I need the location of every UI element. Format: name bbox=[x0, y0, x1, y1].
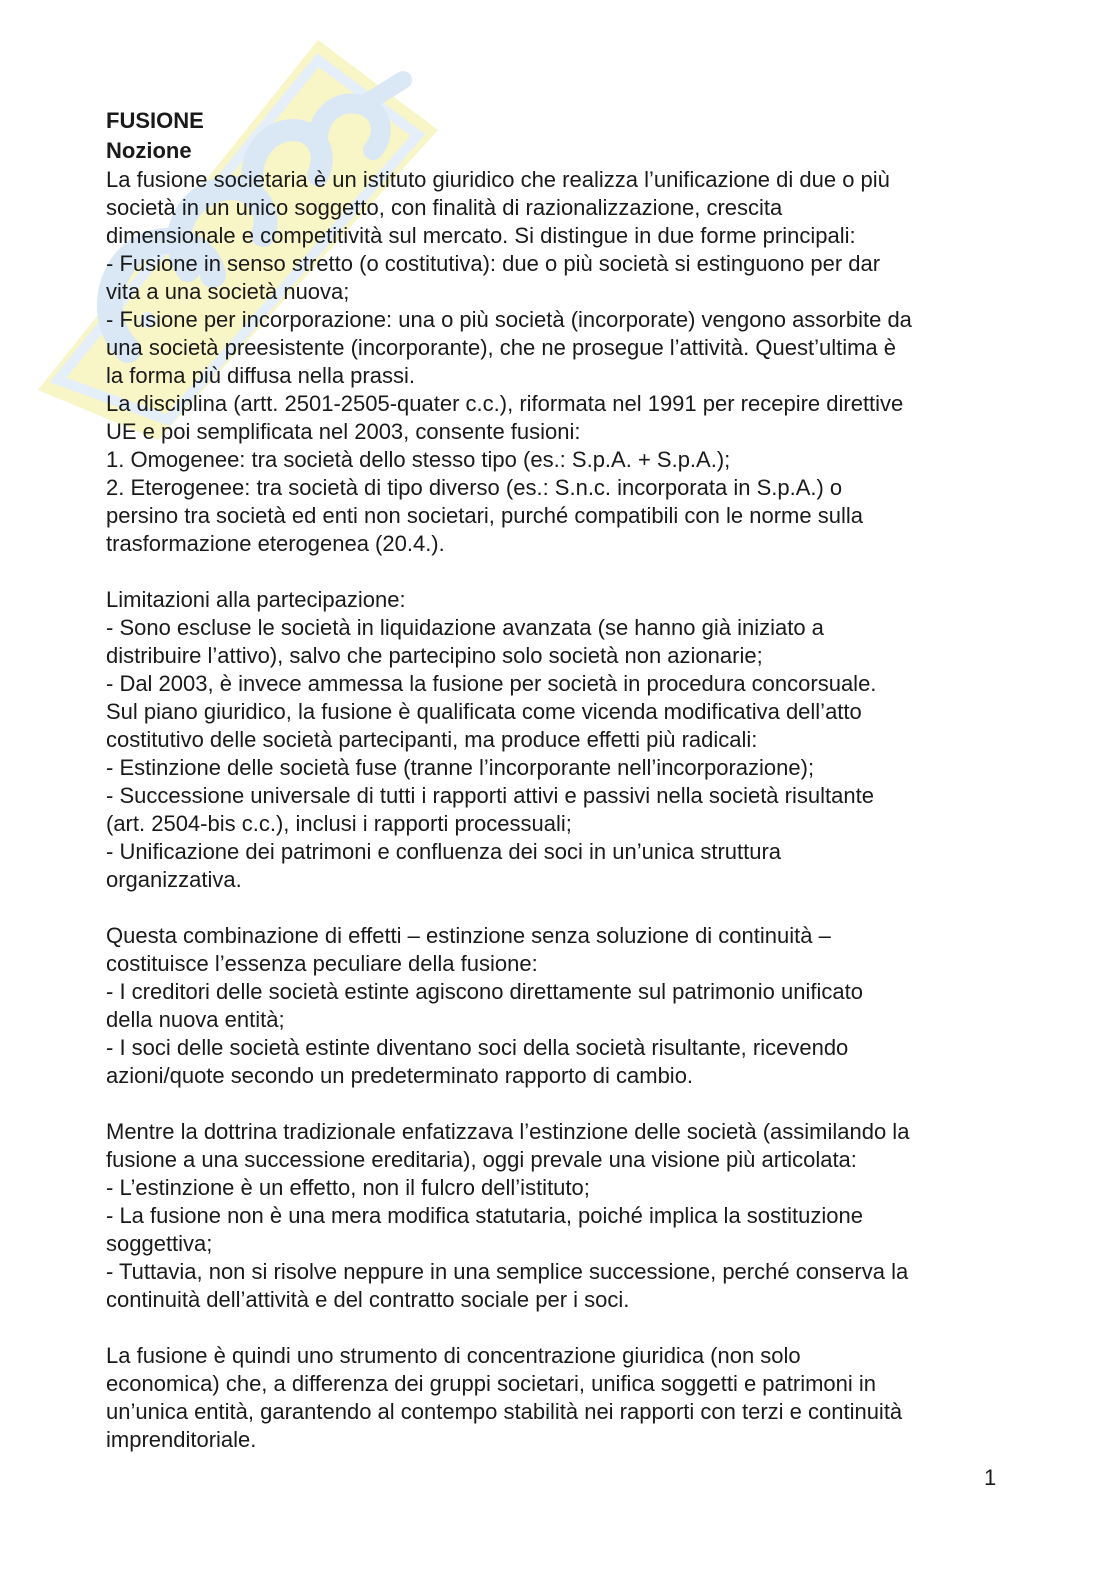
text-line: - I creditori delle società estinte agiscono direttamente sul patrimonio unificato bbox=[106, 979, 863, 1004]
text-line: la forma più diffusa nella prassi. bbox=[106, 363, 415, 388]
text-line: economica) che, a differenza dei gruppi societari, unifica soggetti e patrimoni in bbox=[106, 1371, 877, 1396]
text-line: UE e poi semplificata nel 2003, consente fusioni: bbox=[106, 419, 581, 444]
text-line: - Fusione in senso stretto (o costitutiva): due o più società si estinguono per dar bbox=[106, 251, 881, 276]
text-line: organizzativa. bbox=[106, 867, 242, 892]
text-line: Limitazioni alla partecipazione: bbox=[106, 587, 406, 612]
text-line: società in un unico soggetto, con finalità di razionalizzazione, crescita bbox=[106, 195, 783, 220]
text-line: fusione a una successione ereditaria), oggi prevale una visione più articolata: bbox=[106, 1147, 857, 1172]
text-line: - Estinzione delle società fuse (tranne l’incorporante nell’incorporazione); bbox=[106, 755, 815, 780]
text-line: trasformazione eterogenea (20.4.). bbox=[106, 531, 445, 556]
paragraph-nozione bbox=[106, 166, 1006, 558]
text-line: soggettiva; bbox=[106, 1231, 213, 1256]
text-line: - L’estinzione è un effetto, non il fulcro dell’istituto; bbox=[106, 1175, 590, 1200]
paragraph-dottrina bbox=[106, 1118, 1006, 1314]
paragraph-limitazioni bbox=[106, 586, 1006, 894]
document-page bbox=[106, 106, 1006, 1454]
paragraph-gap bbox=[106, 1314, 1006, 1342]
text-line: della nuova entità; bbox=[106, 1007, 285, 1032]
text-line: 1. Omogenee: tra società dello stesso tipo (es.: S.p.A. + S.p.A.); bbox=[106, 447, 731, 472]
text-line: - Unificazione dei patrimoni e confluenza dei soci in un’unica struttura bbox=[106, 839, 782, 864]
text-line: imprenditoriale. bbox=[106, 1427, 257, 1452]
text-line: - Dal 2003, è invece ammessa la fusione per società in procedura concorsuale. bbox=[106, 671, 877, 696]
text-line: dimensionale e competitività sul mercato. Si distingue in due forme principali: bbox=[106, 223, 856, 248]
text-line: - La fusione non è una mera modifica statutaria, poiché implica la sostituzione bbox=[106, 1203, 863, 1228]
paragraph-effetti bbox=[106, 922, 1006, 1090]
page-number: 1 bbox=[984, 1465, 997, 1490]
text-line: Mentre la dottrina tradizionale enfatizzava l’estinzione delle società (assimilando la bbox=[106, 1119, 910, 1144]
text-line: - Sono escluse le società in liquidazione avanzata (se hanno già iniziato a bbox=[106, 615, 824, 640]
section-heading: Nozione bbox=[106, 138, 192, 163]
text-line: costituisce l’essenza peculiare della fusione: bbox=[106, 951, 538, 976]
text-line: - Fusione per incorporazione: una o più società (incorporate) vengono assorbite da bbox=[106, 307, 912, 332]
text-line: (art. 2504-bis c.c.), inclusi i rapporti processuali; bbox=[106, 811, 572, 836]
paragraph-gap bbox=[106, 1090, 1006, 1118]
text-line: una società preesistente (incorporante), che ne prosegue l’attività. Quest’ultima è bbox=[106, 335, 896, 360]
text-line: un’unica entità, garantendo al contempo stabilità nei rapporti con terzi e continuità bbox=[106, 1399, 903, 1424]
text-line: - I soci delle società estinte diventano soci della società risultante, ricevendo bbox=[106, 1035, 849, 1060]
text-line: distribuire l’attivo), salvo che partecipino solo società non azionarie; bbox=[106, 643, 763, 668]
text-line: La fusione è quindi uno strumento di concentrazione giuridica (non solo bbox=[106, 1343, 801, 1368]
text-line: La disciplina (artt. 2501-2505-quater c.c.), riformata nel 1991 per recepire direttive bbox=[106, 391, 904, 416]
text-line: - Successione universale di tutti i rapporti attivi e passivi nella società risultante bbox=[106, 783, 874, 808]
text-line: Questa combinazione di effetti – estinzione senza soluzione di continuità – bbox=[106, 923, 831, 948]
text-line: continuità dell’attività e del contratto sociale per i soci. bbox=[106, 1287, 630, 1312]
text-line: La fusione societaria è un istituto giuridico che realizza l’unificazione di due o più bbox=[106, 167, 890, 192]
text-line: vita a una società nuova; bbox=[106, 279, 350, 304]
text-line: costitutivo delle società partecipanti, ma produce effetti più radicali: bbox=[106, 727, 758, 752]
text-line: persino tra società ed enti non societari, purché compatibili con le norme sulla bbox=[106, 503, 863, 528]
text-line: - Tuttavia, non si risolve neppure in una semplice successione, perché conserva la bbox=[106, 1259, 909, 1284]
text-line: azioni/quote secondo un predeterminato rapporto di cambio. bbox=[106, 1063, 694, 1088]
paragraph-gap bbox=[106, 894, 1006, 922]
paragraph-conclusione bbox=[106, 1342, 1006, 1454]
text-line: Sul piano giuridico, la fusione è qualificata come vicenda modificativa dell’atto bbox=[106, 699, 862, 724]
text-line: 2. Eterogenee: tra società di tipo diverso (es.: S.n.c. incorporata in S.p.A.) o bbox=[106, 475, 843, 500]
paragraph-gap bbox=[106, 558, 1006, 586]
document-title: FUSIONE bbox=[106, 108, 204, 133]
